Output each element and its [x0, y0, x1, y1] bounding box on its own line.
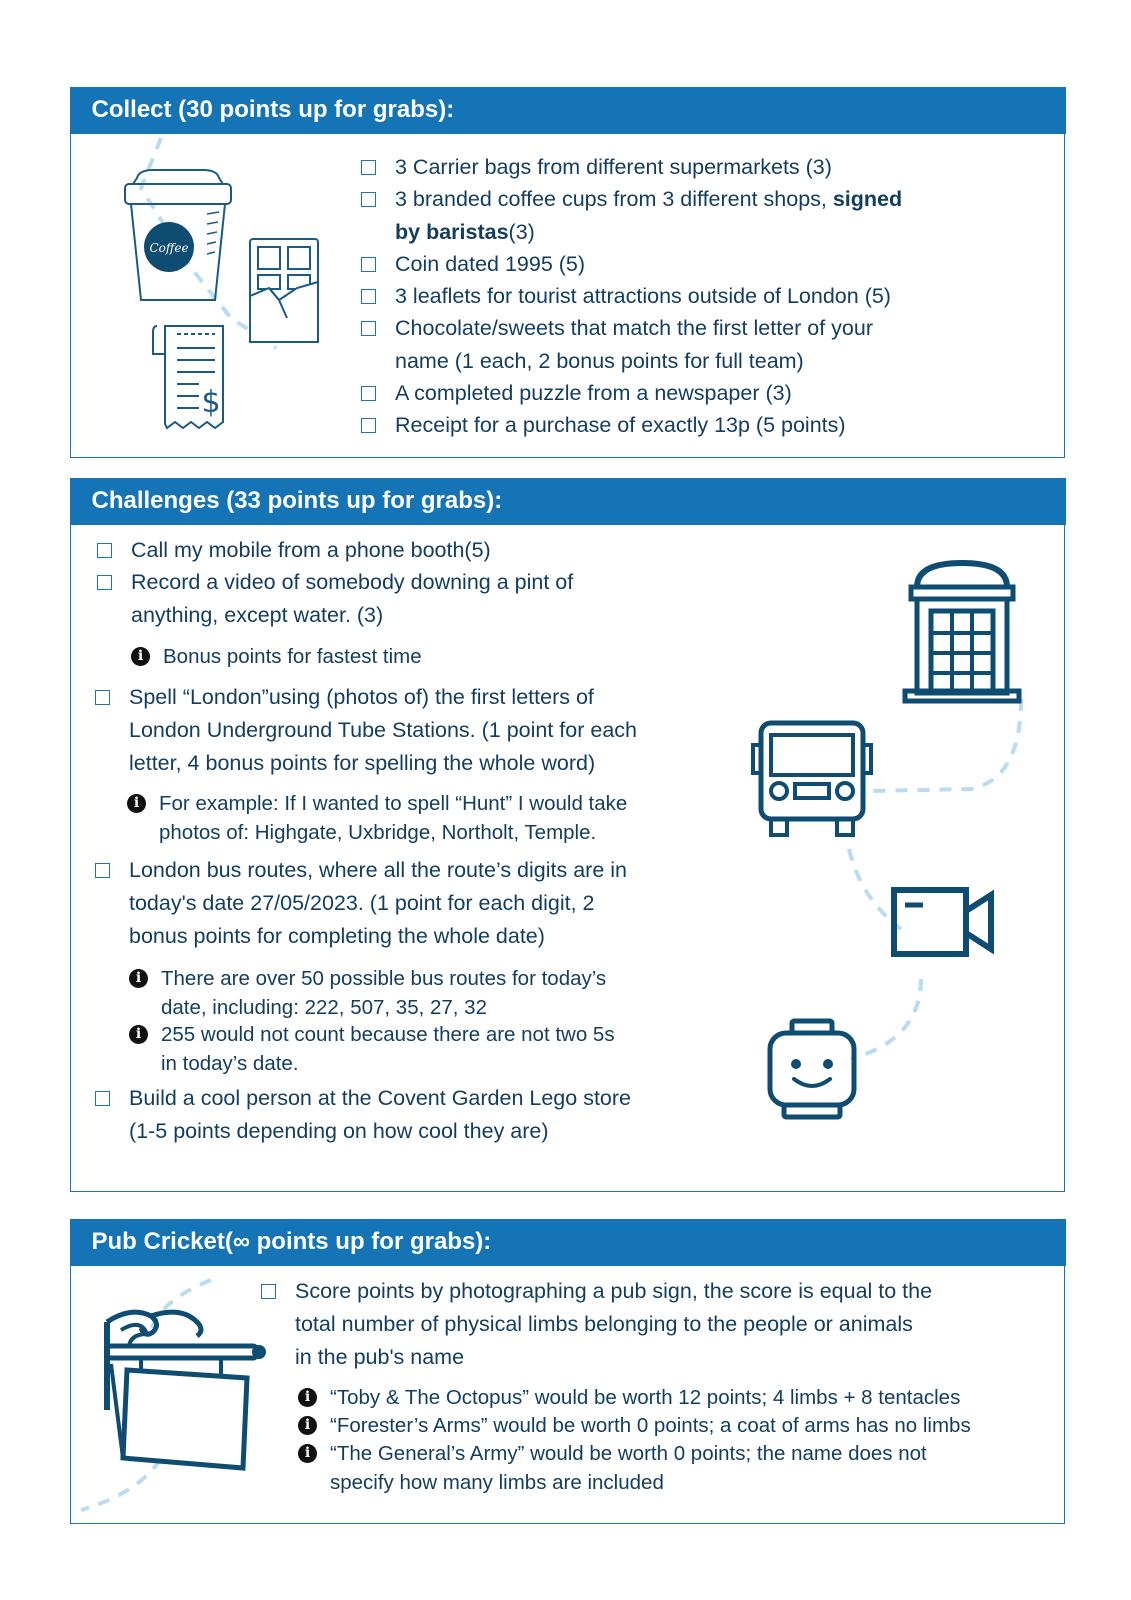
collect-item-leaflets[interactable]: 3 leaflets for tourist attractions outside of London (5)	[395, 280, 891, 313]
collect-item-coin[interactable]: Coin dated 1995 (5)	[395, 248, 585, 281]
collect-item-coffee-cups[interactable]: 3 branded coffee cups from 3 different shops, signed by baristas(3)	[395, 183, 975, 249]
info-icon: i	[129, 1025, 148, 1044]
svg-text:$: $	[201, 385, 221, 420]
challenge-bus-routes[interactable]: London bus routes, where all the route’s digits are in today's date 27/05/2023. (1 point for each digit, 2 bonus points for completing the whole date)	[129, 854, 627, 953]
bus-icon	[751, 721, 873, 839]
checkbox[interactable]	[361, 192, 376, 207]
challenge-note-fastest: i Bonus points for fastest time	[163, 642, 422, 671]
checkbox[interactable]	[361, 257, 376, 272]
video-camera-icon	[891, 887, 995, 959]
lego-head-icon	[766, 1019, 858, 1121]
checkbox[interactable]	[97, 575, 112, 590]
challenges-section	[70, 478, 1065, 1192]
challenge-note-hunt: i For example: If I wanted to spell “Hunt” I would take photos of: Highgate, Uxbridge, Northolt, Temple.	[159, 789, 627, 847]
info-icon: i	[129, 969, 148, 988]
checkbox[interactable]	[361, 386, 376, 401]
checkbox[interactable]	[361, 321, 376, 336]
info-icon: i	[298, 1416, 317, 1435]
info-icon: i	[298, 1444, 317, 1463]
info-icon: i	[127, 794, 146, 813]
challenge-note-routes: i There are over 50 possible bus routes for today’s date, including: 222, 507, 35, 27, 32	[161, 964, 606, 1022]
coffee-cup-icon	[123, 170, 233, 305]
checkbox[interactable]	[95, 690, 110, 705]
info-icon: i	[131, 647, 150, 666]
phone-booth-icon	[903, 561, 1021, 703]
challenge-spell-london[interactable]: Spell “London”using (photos of) the first letters of London Underground Tube Stations. (1 point for each letter, 4 bonus points for spelling the whole word)	[129, 681, 637, 780]
pub-note-general: i “The General’s Army” would be worth 0 points; the name does not specify how many limbs are included	[330, 1439, 927, 1497]
checkbox[interactable]	[361, 160, 376, 175]
collect-item-puzzle[interactable]: A completed puzzle from a newspaper (3)	[395, 377, 792, 410]
collect-section	[70, 87, 1065, 458]
pub-note-octopus: i “Toby & The Octopus” would be worth 12 points; 4 limbs + 8 tentacles	[330, 1383, 960, 1412]
checkbox[interactable]	[95, 1091, 110, 1106]
receipt-icon	[153, 324, 231, 434]
challenge-lego[interactable]: Build a cool person at the Covent Garden Lego store (1-5 points depending on how cool they are)	[129, 1082, 631, 1148]
checkbox[interactable]	[261, 1284, 276, 1299]
info-icon: i	[298, 1388, 317, 1407]
pub-cricket-header: Pub Cricket(∞ points up for grabs):	[70, 1219, 1066, 1266]
pub-note-foresters: i “Forester’s Arms” would be worth 0 points; a coat of arms has no limbs	[330, 1411, 971, 1440]
collect-item-chocolate[interactable]: Chocolate/sweets that match the first letter of your name (1 each, 2 bonus points for full team)	[395, 312, 873, 378]
challenge-pint-video[interactable]: Record a video of somebody downing a pint of anything, except water. (3)	[131, 566, 573, 632]
checkbox[interactable]	[361, 289, 376, 304]
pub-sign-icon	[101, 1300, 271, 1475]
pub-cricket-section	[70, 1219, 1065, 1524]
challenge-phone-booth[interactable]: Call my mobile from a phone booth(5)	[131, 534, 491, 567]
checkbox[interactable]	[97, 543, 112, 558]
challenge-note-255: i 255 would not count because there are not two 5s in today’s date.	[161, 1020, 615, 1078]
challenges-header: Challenges (33 points up for grabs):	[70, 478, 1066, 525]
coffee-label: Coffee	[149, 241, 189, 255]
collect-header: Collect (30 points up for grabs):	[70, 87, 1066, 134]
checkbox[interactable]	[95, 863, 110, 878]
checkbox[interactable]	[361, 418, 376, 433]
collect-item-carrier-bags[interactable]: 3 Carrier bags from different supermarkets (3)	[395, 151, 832, 184]
chocolate-bar-icon	[249, 238, 319, 343]
collect-item-receipt[interactable]: Receipt for a purchase of exactly 13p (5 points)	[395, 409, 846, 442]
pub-score-rule[interactable]: Score points by photographing a pub sign, the score is equal to the total number of physical limbs belonging to the people or animals in the pub's name	[295, 1275, 1015, 1374]
